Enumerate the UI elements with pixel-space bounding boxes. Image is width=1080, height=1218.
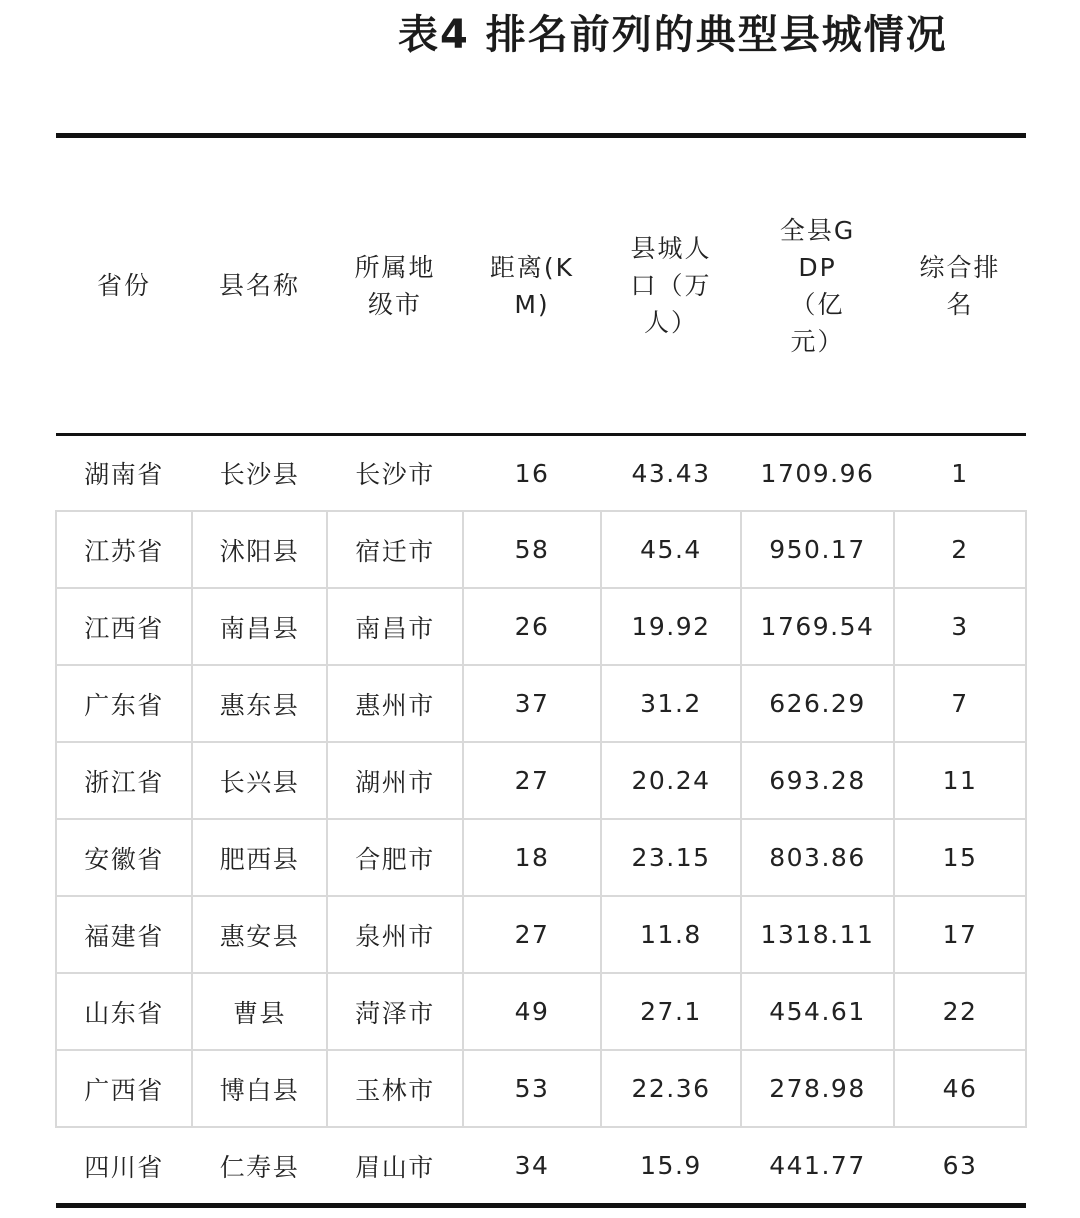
cell-rank: 17 [894,896,1026,973]
cell-county: 仁寿县 [219,1152,300,1182]
cell-population: 22.36 [601,1050,741,1127]
table-row [56,896,1026,973]
header-prefecture-city: 所属地级市 [327,136,463,435]
cell-county: 长沙县 [219,460,300,489]
table-row [56,973,1026,1050]
cell-city: 南昌市 [327,588,463,665]
county-ranking-table [55,133,1027,1208]
table-row [56,1050,1026,1127]
cell-province: 江西省 [56,588,192,665]
cell-province: 安徽省 [56,819,192,896]
cell-city: 合肥市 [327,819,463,896]
cell-county: 南昌县 [192,588,327,665]
cell-rank: 1 [951,458,969,488]
cell-city: 菏泽市 [327,973,463,1050]
cell-province: 广西省 [56,1050,192,1127]
cell-population: 27.1 [601,973,741,1050]
cell-distance: 27 [463,742,601,819]
cell-gdp: 278.98 [741,1050,894,1127]
page-title: 表4 排名前列的典型县城情况 [398,12,948,58]
cell-province: 浙江省 [56,742,192,819]
table-header-row [56,136,1026,435]
cell-county: 长兴县 [192,742,327,819]
cell-rank: 3 [894,588,1026,665]
cell-rank: 63 [942,1151,978,1180]
table-row [56,665,1026,742]
cell-population: 45.4 [601,511,741,588]
cell-province: 山东省 [56,973,192,1050]
cell-county: 曹县 [192,973,327,1050]
cell-rank: 11 [894,742,1026,819]
cell-rank: 46 [894,1050,1026,1127]
cell-distance: 49 [463,973,601,1050]
cell-gdp: 454.61 [741,973,894,1050]
cell-population: 19.92 [601,588,741,665]
header-overall-rank: 综合排名 [894,136,1026,435]
table-row [56,819,1026,896]
cell-city: 湖州市 [327,742,463,819]
cell-county: 惠东县 [192,665,327,742]
cell-rank: 2 [894,511,1026,588]
cell-distance: 16 [514,458,550,488]
table-row [56,435,1026,512]
cell-distance: 34 [514,1151,550,1180]
cell-gdp: 441.77 [769,1151,866,1180]
cell-city: 宿迁市 [327,511,463,588]
cell-population: 43.43 [631,458,711,488]
cell-distance: 26 [463,588,601,665]
header-province: 省份 [56,136,192,435]
cell-gdp: 1318.11 [741,896,894,973]
cell-population: 23.15 [601,819,741,896]
cell-province: 广东省 [56,665,192,742]
header-county-gdp: 全县GDP（亿元） [741,136,894,435]
cell-gdp: 1769.54 [741,588,894,665]
cell-county: 肥西县 [192,819,327,896]
cell-province: 江苏省 [56,511,192,588]
cell-rank: 15 [894,819,1026,896]
cell-province: 湖南省 [84,460,164,489]
cell-county: 博白县 [192,1050,327,1127]
cell-distance: 18 [463,819,601,896]
table-row [56,1127,1026,1206]
header-distance: 距离(KM) [463,136,601,435]
cell-distance: 53 [463,1050,601,1127]
cell-gdp: 626.29 [741,665,894,742]
cell-city: 眉山市 [355,1152,435,1182]
cell-province: 福建省 [56,896,192,973]
cell-population: 31.2 [601,665,741,742]
cell-gdp: 803.86 [741,819,894,896]
cell-rank: 7 [894,665,1026,742]
cell-gdp: 950.17 [741,511,894,588]
cell-distance: 58 [463,511,601,588]
cell-city: 玉林市 [327,1050,463,1127]
cell-gdp: 693.28 [741,742,894,819]
table-row [56,588,1026,665]
cell-city: 泉州市 [327,896,463,973]
cell-county: 惠安县 [192,896,327,973]
header-county-name: 县名称 [192,136,327,435]
cell-rank: 22 [894,973,1026,1050]
cell-gdp: 1709.96 [760,458,875,488]
table-row [56,511,1026,588]
cell-city: 惠州市 [327,665,463,742]
cell-population: 20.24 [601,742,741,819]
table-row [56,742,1026,819]
cell-city: 长沙市 [355,460,435,489]
cell-distance: 27 [463,896,601,973]
cell-distance: 37 [463,665,601,742]
cell-county: 沭阳县 [192,511,327,588]
cell-population: 15.9 [640,1151,702,1180]
header-county-population: 县城人口（万人） [601,136,741,435]
cell-population: 11.8 [601,896,741,973]
cell-province: 四川省 [84,1152,164,1182]
